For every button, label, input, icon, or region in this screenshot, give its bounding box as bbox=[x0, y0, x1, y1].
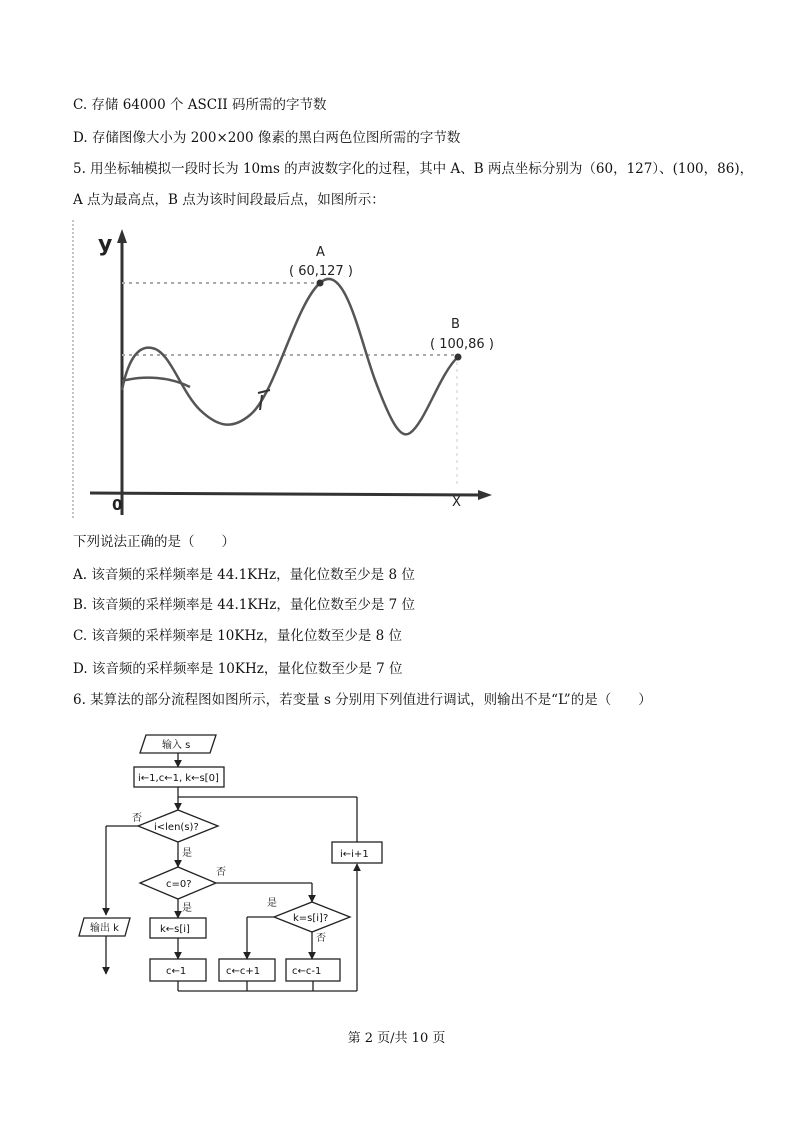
page-footer: 第 2 页/共 10 页 bbox=[347, 1031, 446, 1046]
flow-no2: 否 bbox=[216, 867, 226, 878]
flow-inc-i: i←i+1 bbox=[340, 849, 369, 860]
origin-label: 0 bbox=[112, 496, 123, 514]
question-5-ask: 下列说法正确的是（ ） bbox=[73, 534, 235, 550]
question-5-line1: 5. 用坐标轴模拟一段时长为 10ms 的声波数字化的过程，其中 A、B 两点坐标分别为（60，127）、(100，86)， bbox=[73, 161, 754, 177]
flow-no1: 否 bbox=[132, 813, 142, 824]
question-6: 6. 某算法的部分流程图如图所示，若变量 s 分别用下列值进行调试，则输出不是“L”的是（ ） bbox=[73, 692, 652, 708]
flow-cond3: k=s[i]? bbox=[293, 913, 329, 924]
point-b bbox=[455, 354, 462, 361]
flow-init: i←1,c←1, k←s[0] bbox=[138, 773, 219, 784]
flow-input: 输入 s bbox=[162, 740, 191, 751]
point-b-label: B bbox=[451, 317, 460, 332]
q5-option-a: A. 该音频的采样频率是 44.1KHz，量化位数至少是 8 位 bbox=[73, 567, 415, 583]
point-b-coord: ( 100,86 ) bbox=[430, 337, 494, 352]
flow-output: 输出 k bbox=[90, 923, 119, 934]
flow-inc-c: c←c+1 bbox=[226, 966, 261, 977]
flow-no3: 否 bbox=[316, 933, 326, 944]
point-a-coord: ( 60,127 ) bbox=[289, 264, 353, 279]
y-axis-label: y bbox=[98, 232, 113, 257]
flow-cond1: i<len(s)? bbox=[154, 822, 199, 833]
x-axis bbox=[90, 493, 482, 495]
flow-dec-c: c←c-1 bbox=[292, 966, 322, 977]
waveform-figure bbox=[70, 215, 530, 525]
x-axis-label: X bbox=[452, 495, 461, 510]
flowchart bbox=[70, 722, 410, 997]
flow-yes3: 是 bbox=[267, 898, 277, 909]
option-d: D. 存储图像大小为 200×200 像素的黑白两色位图所需的字节数 bbox=[73, 130, 461, 146]
question-5-line2: A 点为最高点，B 点为该时间段最后点，如图所示： bbox=[73, 192, 385, 208]
flow-yes1: 是 bbox=[182, 848, 192, 859]
point-a bbox=[317, 280, 324, 287]
flow-set-c1: c←1 bbox=[166, 966, 187, 977]
q5-option-c: C. 该音频的采样频率是 10KHz，量化位数至少是 8 位 bbox=[73, 628, 403, 644]
flow-assign-k: k←s[i] bbox=[160, 924, 190, 935]
point-a-label: A bbox=[316, 245, 325, 260]
flow-cond2: c=0? bbox=[166, 879, 192, 890]
q5-option-b: B. 该音频的采样频率是 44.1KHz，量化位数至少是 7 位 bbox=[73, 597, 415, 613]
flow-yes2: 是 bbox=[182, 903, 192, 914]
q5-option-d: D. 该音频的采样频率是 10KHz，量化位数至少是 7 位 bbox=[73, 661, 403, 677]
option-c: C. 存储 64000 个 ASCII 码所需的字节数 bbox=[73, 97, 327, 113]
sound-wave-curve bbox=[122, 279, 458, 434]
